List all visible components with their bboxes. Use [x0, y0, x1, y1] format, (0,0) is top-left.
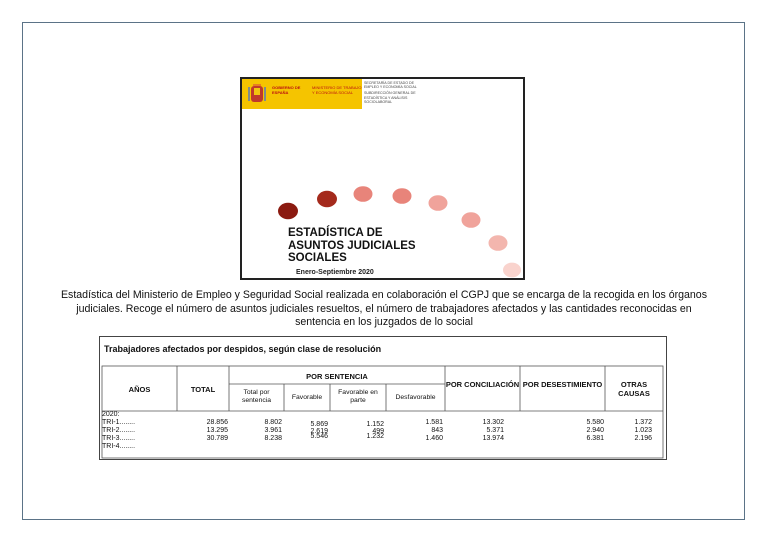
cell-conciliacion: 13.302: [482, 419, 504, 426]
cell-favorable: 2.619: [310, 428, 328, 435]
header-otras-causas: OTRAS CAUSAS: [618, 380, 650, 398]
cell-otras: 2.196: [634, 435, 652, 442]
cell-desistimiento: 2.940: [586, 427, 604, 434]
cell-otras: 1.023: [634, 427, 652, 434]
cover-dot: [317, 191, 337, 207]
header-favorable: Favorable: [291, 394, 323, 401]
cell-total-sentencia: 8.802: [264, 419, 282, 426]
cell-desistimiento: 5.580: [586, 419, 604, 426]
row-label: TRI-2........: [102, 427, 136, 434]
cell-favorable-parte: 1.152: [366, 421, 384, 428]
cell-total-sentencia: 3.961: [264, 427, 282, 434]
cover-dot: [278, 203, 298, 219]
cell-total: 13.295: [206, 427, 228, 434]
year-label: 2020:: [102, 411, 120, 418]
cell-desfavorable: 1.581: [425, 419, 443, 426]
header-anos: AÑOS: [128, 385, 151, 394]
cell-total: 30.789: [206, 435, 228, 442]
row-label: TRI-1........: [102, 419, 136, 426]
cover-dot: [429, 195, 448, 211]
cell-conciliacion: 5.371: [486, 427, 504, 434]
cell-total: 28.856: [206, 419, 228, 426]
statistics-table: [99, 336, 667, 460]
subdirectorate-text: SUBDIRECCIÓN GENERAL DE ESTADÍSTICA Y ANÁLISIS SOCIOLABORAL: [364, 91, 416, 104]
cover-title: ESTADÍSTICA DE ASUNTOS JUDICIALES SOCIALES: [288, 227, 416, 264]
cover-dot: [354, 186, 373, 202]
table-title: Trabajadores afectados por despidos, según clase de resolución: [104, 344, 382, 354]
cell-favorable: 5.869: [310, 421, 328, 428]
secretariat-text: SECRETARÍA DE ESTADO DE EMPLEO Y ECONOMÍA SOCIAL: [364, 81, 417, 90]
cell-total-sentencia: 8.238: [264, 435, 282, 442]
cover-dot: [503, 263, 521, 278]
cell-favorable-parte: 499: [372, 428, 384, 435]
cell-desfavorable: 843: [431, 427, 443, 434]
header-por-sentencia: POR SENTENCIA: [306, 372, 368, 381]
cell-conciliacion: 13.974: [482, 435, 504, 442]
header-total-sentencia: Total por sentencia: [241, 389, 272, 404]
header-conciliacion: POR CONCILIACIÓN: [445, 380, 520, 389]
cover-dot: [489, 235, 508, 251]
figure-caption: Estadística del Ministerio de Empleo y Seguridad Social realizada en colaboración el CGPJ que se encarga de la recogida en los órganos judiciales. Recoge el número de asuntos judiciales resueltos, el número de trabajadores afectados y las cantidades reconocidas en sentencia en los juzgados de lo social: [60, 289, 707, 328]
cover-dot: [462, 212, 481, 228]
header-total: TOTAL: [190, 385, 216, 394]
cell-favorable: 5.546: [310, 433, 328, 440]
row-label: TRI-4........: [102, 443, 136, 450]
cell-desfavorable: 1.460: [425, 435, 443, 442]
header-desfavorable: Desfavorable: [395, 394, 436, 401]
row-label: TRI-3........: [102, 435, 136, 442]
cell-otras: 1.372: [634, 419, 652, 426]
report-cover-image: [240, 77, 525, 280]
government-label: GOBIERNO DE ESPAÑA: [272, 85, 301, 95]
cover-dot: [393, 188, 412, 204]
cell-favorable-parte: 1.232: [366, 433, 384, 440]
header-favorable-parte: Favorable en parte: [338, 389, 378, 404]
header-desistimiento: POR DESESTIMIENTO: [522, 380, 603, 389]
ministry-label: MINISTERIO DE TRABAJO Y ECONOMÍA SOCIAL: [312, 85, 362, 95]
cover-period: Enero-Septiembre 2020: [296, 269, 374, 276]
cell-desistimiento: 6.381: [586, 435, 604, 442]
